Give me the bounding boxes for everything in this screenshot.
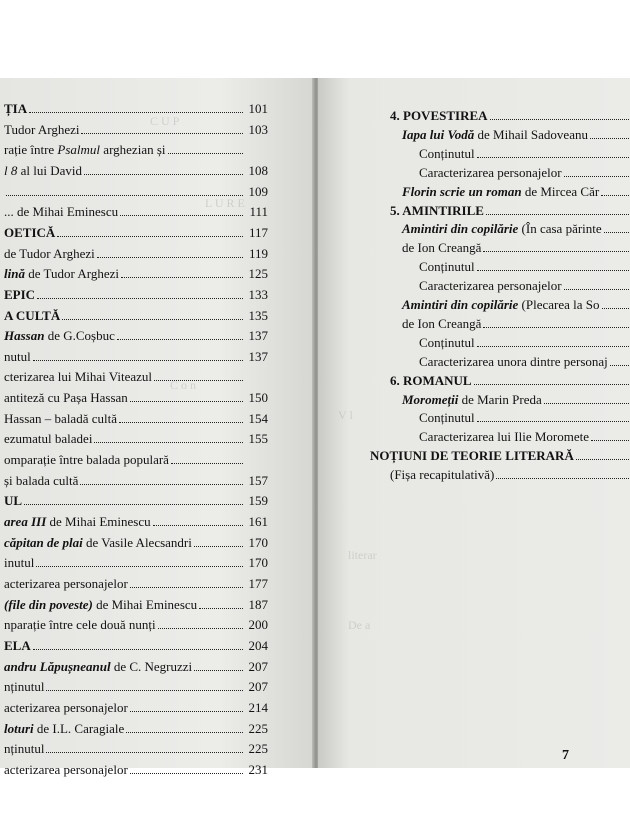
- toc-entry: [0, 183, 268, 201]
- dot-leader: [81, 133, 243, 134]
- toc-entry-title: [390, 372, 472, 390]
- toc-text-run: arghezian și: [100, 142, 166, 158]
- toc-entry-title: [4, 245, 95, 263]
- toc-page-number: 109: [248, 183, 268, 199]
- toc-page-number: 119: [248, 245, 268, 261]
- toc-entry: [318, 145, 630, 163]
- toc-text-run: nținutul: [4, 741, 45, 757]
- toc-entry: [318, 258, 630, 276]
- toc-entry: [0, 100, 268, 118]
- toc-text-run: ȚIA: [4, 101, 28, 116]
- dot-leader: [24, 504, 243, 505]
- toc-entry: [0, 761, 268, 779]
- toc-text-run: de I.L. Caragiale: [33, 720, 125, 736]
- toc-page-number: 204: [248, 637, 268, 653]
- toc-text-run: antiteză cu Pașa Hassan: [4, 390, 128, 406]
- toc-entry-title: [390, 466, 494, 484]
- toc-entry: [0, 492, 268, 510]
- toc-text-run: Amintiri din copilărie: [402, 297, 519, 312]
- toc-entry: [0, 678, 268, 696]
- toc-entry-title: [402, 391, 542, 409]
- dot-leader: [6, 195, 243, 196]
- toc-text-run: de Ion Creangă: [402, 240, 482, 256]
- toc-page-number: 214: [248, 699, 268, 715]
- toc-entry-title: [4, 162, 82, 180]
- toc-page-number: 103: [248, 121, 268, 137]
- toc-text-run: Conținutul: [419, 259, 475, 275]
- toc-entry-title: [402, 239, 481, 257]
- toc-entry: [318, 183, 630, 201]
- dot-leader: [496, 478, 629, 479]
- toc-entry: [0, 224, 268, 242]
- toc-entry: [0, 554, 268, 572]
- dot-leader: [154, 380, 243, 381]
- dot-leader: [94, 442, 243, 443]
- dot-leader: [33, 360, 243, 361]
- toc-entry-title: [419, 334, 475, 352]
- dot-leader: [121, 277, 243, 278]
- toc-text-run: (file din poveste): [4, 596, 93, 612]
- toc-text-run: Caracterizarea personajelor: [419, 278, 562, 294]
- toc-entry-title: [4, 224, 55, 242]
- dot-leader: [158, 628, 243, 629]
- toc-text-run: Caracterizarea personajelor: [419, 164, 562, 180]
- toc-text-run: acterizarea personajelor: [4, 575, 128, 591]
- toc-entry-title: [390, 202, 484, 220]
- toc-entry: [0, 658, 268, 676]
- toc-text-run: OETICĂ: [4, 224, 56, 240]
- dot-leader: [477, 346, 629, 347]
- toc-entry: [0, 307, 268, 325]
- toc-entry: [318, 202, 630, 220]
- toc-text-run: de Mihail Sadoveanu: [474, 126, 588, 142]
- dot-leader: [486, 214, 629, 215]
- toc-entry-title: [4, 348, 31, 366]
- dot-leader: [199, 608, 243, 609]
- toc-text-run: 6. ROMANUL: [390, 372, 472, 388]
- toc-entry-title: [4, 307, 60, 325]
- toc-entry: [0, 327, 268, 345]
- toc-text-run: Caracterizarea lui Ilie Moromete: [419, 429, 589, 445]
- dot-leader: [84, 174, 243, 175]
- dot-leader: [80, 484, 243, 485]
- toc-entry: [318, 107, 630, 125]
- dot-leader: [168, 153, 243, 154]
- toc-entry: [0, 740, 268, 758]
- toc-text-run: acterizarea personajelor: [4, 699, 128, 715]
- toc-text-run: de Mihai Eminescu: [92, 596, 198, 612]
- toc-page-number: 150: [248, 390, 268, 406]
- toc-text-run: cterizarea lui Mihai Viteazul: [4, 369, 153, 385]
- toc-text-run: ... de Mihai Eminescu: [4, 204, 119, 220]
- toc-entry-title: [4, 554, 34, 572]
- dot-leader: [171, 463, 243, 464]
- toc-entry: [0, 245, 268, 263]
- toc-page-number: 170: [248, 555, 268, 571]
- toc-page-number: 207: [248, 658, 268, 674]
- toc-entry: [0, 389, 268, 407]
- toc-text-run: nutul: [4, 348, 31, 364]
- toc-entry: [0, 430, 268, 448]
- bleed-through-text: literar: [348, 548, 377, 562]
- dot-leader: [564, 176, 629, 177]
- dot-leader: [601, 195, 629, 196]
- toc-entry-title: [402, 126, 588, 144]
- dot-leader: [29, 112, 243, 113]
- toc-entry-title: [4, 740, 44, 758]
- toc-entry-title: [4, 761, 128, 779]
- toc-entry: [0, 141, 268, 159]
- bleed-through-text: C U P: [150, 114, 180, 128]
- toc-entry: [0, 616, 268, 634]
- bleed-through-text: L U R E: [205, 196, 245, 210]
- toc-entry-title: [402, 183, 599, 201]
- toc-entry-title: [4, 121, 79, 139]
- toc-text-run: omparație între balada populară: [4, 452, 169, 468]
- toc-page-number: 137: [248, 348, 268, 364]
- toc-page-number: 135: [248, 307, 268, 323]
- dot-leader: [46, 690, 243, 691]
- toc-entry-title: [4, 678, 44, 696]
- right-page-table-of-contents: [318, 78, 630, 768]
- toc-text-run: rație între: [4, 142, 58, 158]
- toc-text-run: Hassan: [4, 328, 45, 344]
- open-book: [0, 78, 630, 777]
- toc-text-run: A CULTĂ: [4, 307, 61, 323]
- toc-entry-title: [419, 409, 475, 427]
- dot-leader: [576, 459, 629, 460]
- toc-entry: [0, 596, 268, 614]
- toc-text-run: Iapa lui Vodă: [402, 126, 475, 142]
- toc-page-number: 161: [248, 514, 268, 529]
- toc-entry: [318, 391, 630, 409]
- toc-page-number: 200: [248, 617, 268, 633]
- toc-entry-title: [4, 451, 169, 469]
- toc-page-number: 117: [248, 224, 268, 240]
- dot-leader: [602, 308, 629, 309]
- toc-text-run: Conținutul: [419, 410, 475, 426]
- dot-leader: [130, 773, 243, 774]
- toc-entry-title: [370, 447, 574, 465]
- toc-entry-title: [4, 616, 156, 634]
- toc-text-run: de Mircea Căr: [521, 183, 600, 199]
- toc-entry: [318, 315, 630, 333]
- toc-entry-title: [402, 220, 602, 238]
- page-number: 7: [562, 748, 569, 763]
- toc-text-run: al lui David: [17, 162, 83, 178]
- toc-page-number: 187: [248, 596, 268, 612]
- dot-leader: [126, 732, 243, 733]
- dot-leader: [610, 365, 629, 366]
- toc-entry: [318, 466, 630, 484]
- toc-entry: [318, 277, 630, 295]
- toc-entry: [0, 637, 268, 655]
- toc-text-run: EPIC: [4, 286, 36, 302]
- toc-entry-title: [419, 145, 475, 163]
- toc-text-run: de Ion Creangă: [402, 315, 482, 331]
- toc-text-run: Conținutul: [419, 334, 475, 350]
- toc-entry-title: [402, 296, 600, 314]
- toc-entry-title: [4, 534, 192, 552]
- toc-text-run: de C. Negruzzi: [110, 658, 193, 674]
- dot-leader: [564, 289, 629, 290]
- toc-entry: [0, 368, 268, 386]
- toc-entry: [0, 348, 268, 366]
- toc-text-run: de G.Coșbuc: [44, 328, 115, 344]
- toc-text-run: nținutul: [4, 679, 45, 695]
- dot-leader: [36, 566, 243, 567]
- toc-entry: [318, 428, 630, 446]
- toc-text-run: Amintiri din copilărie: [402, 221, 519, 237]
- toc-text-run: Caracterizarea unora dintre personaj: [419, 353, 608, 369]
- toc-text-run: loturi: [4, 720, 34, 736]
- toc-text-run: Florin scrie un roman: [402, 183, 522, 199]
- toc-entry: [0, 451, 268, 469]
- toc-text-run: de Tudor Arghezi: [4, 245, 95, 261]
- toc-entry-title: [4, 637, 31, 655]
- toc-entry-title: [390, 107, 488, 125]
- toc-entry: [318, 409, 630, 427]
- toc-page-number: 225: [248, 741, 268, 757]
- toc-entry-title: [419, 277, 562, 295]
- toc-entry-title: [419, 353, 608, 371]
- toc-entry-title: [4, 286, 35, 304]
- toc-entry: [0, 720, 268, 738]
- toc-text-run: (Plecarea la So: [518, 297, 600, 312]
- dot-leader: [490, 119, 629, 120]
- dot-leader: [477, 270, 629, 271]
- bleed-through-text: De a: [348, 618, 371, 632]
- dot-leader: [591, 440, 629, 441]
- toc-text-run: (Fișa recapitulativă): [390, 467, 495, 483]
- toc-entry: [318, 447, 630, 465]
- dot-leader: [477, 421, 629, 422]
- toc-text-run: 5. AMINTIRILE: [390, 202, 484, 218]
- toc-text-run: Psalmul: [57, 142, 101, 158]
- toc-entry: [0, 265, 268, 283]
- dot-leader: [604, 232, 629, 233]
- toc-text-run: NOȚIUNI DE TEORIE LITERARĂ: [370, 448, 574, 464]
- toc-entry: [318, 239, 630, 257]
- toc-entry-title: [4, 410, 117, 428]
- dot-leader: [544, 403, 629, 404]
- toc-entry: [0, 472, 268, 490]
- bleed-through-text: V l: [338, 408, 353, 422]
- toc-entry-title: [4, 327, 115, 345]
- toc-text-run: de Mihai Eminescu: [46, 514, 151, 529]
- dot-leader: [194, 670, 243, 671]
- dot-leader: [119, 422, 243, 423]
- dot-leader: [130, 401, 243, 402]
- dot-leader: [46, 752, 243, 753]
- toc-entry: [0, 203, 268, 221]
- toc-text-run: ezumatul baladei: [4, 431, 93, 447]
- toc-text-run: Conținutul: [419, 145, 475, 161]
- toc-page-number: 125: [248, 266, 268, 282]
- toc-text-run: UL: [4, 493, 23, 509]
- dot-leader: [33, 649, 243, 650]
- left-page-table-of-contents: [0, 78, 313, 777]
- dot-leader: [62, 319, 243, 320]
- toc-entry-title: [419, 258, 475, 276]
- dot-leader: [117, 339, 243, 340]
- toc-text-run: andru Lăpușneanul: [4, 658, 111, 674]
- toc-entry-title: [4, 492, 22, 510]
- toc-entry-title: [4, 100, 27, 118]
- toc-page-number: 101: [248, 101, 268, 116]
- dot-leader: [483, 251, 629, 252]
- dot-leader: [57, 236, 243, 237]
- toc-text-run: și balada cultă: [4, 472, 79, 488]
- toc-text-run: l 8: [4, 162, 18, 178]
- toc-page-number: 154: [248, 410, 268, 426]
- toc-text-run: inutul: [4, 555, 35, 571]
- toc-text-run: 4. POVESTIREA: [390, 108, 488, 123]
- toc-page-number: 159: [248, 493, 268, 509]
- toc-entry: [0, 513, 268, 531]
- toc-page-number: 137: [248, 328, 268, 344]
- dot-leader: [590, 138, 629, 139]
- toc-entry-title: [4, 513, 151, 531]
- toc-text-run: de Marin Preda: [458, 391, 542, 407]
- dot-leader: [37, 298, 243, 299]
- toc-page-number: 177: [248, 575, 268, 591]
- toc-page-number: 170: [248, 534, 268, 550]
- toc-entry-title: [4, 699, 128, 717]
- toc-entry-title: [4, 430, 92, 448]
- dot-leader: [130, 587, 243, 588]
- toc-text-run: Hassan – baladă cultă: [4, 410, 117, 426]
- toc-entry-title: [4, 265, 119, 283]
- toc-entry: [0, 286, 268, 304]
- toc-entry: [0, 575, 268, 593]
- toc-text-run: (În casa părinte: [518, 221, 602, 237]
- dot-leader: [474, 384, 629, 385]
- toc-entry-title: [419, 428, 589, 446]
- toc-entry: [318, 220, 630, 238]
- dot-leader: [120, 215, 243, 216]
- toc-entry: [318, 164, 630, 182]
- toc-entry-title: [4, 368, 152, 386]
- toc-entry: [0, 410, 268, 428]
- toc-text-run: nparație între cele două nunți: [4, 617, 156, 633]
- toc-text-run: lină: [4, 266, 25, 282]
- toc-entry-title: [4, 720, 124, 738]
- toc-entry-title: [4, 658, 192, 676]
- toc-page-number: 225: [248, 720, 268, 736]
- toc-entry-title: [4, 141, 166, 159]
- toc-entry: [0, 699, 268, 717]
- toc-entry-title: [419, 164, 562, 182]
- toc-entry-title: [4, 472, 78, 490]
- toc-entry: [318, 126, 630, 144]
- toc-text-run: area III: [4, 514, 47, 529]
- toc-entry-title: [402, 315, 481, 333]
- toc-entry: [0, 162, 268, 180]
- dot-leader: [194, 546, 243, 547]
- toc-text-run: ELA: [4, 637, 31, 653]
- dot-leader: [153, 525, 243, 526]
- dot-leader: [97, 257, 243, 258]
- toc-entry-title: [4, 389, 128, 407]
- toc-entry: [0, 534, 268, 552]
- toc-entry-title: [4, 575, 128, 593]
- toc-entry: [0, 121, 268, 139]
- toc-text-run: de Vasile Alecsandri: [82, 534, 192, 550]
- dot-leader: [477, 157, 629, 158]
- toc-entry-title: [4, 596, 197, 614]
- toc-text-run: acterizarea personajelor: [4, 761, 128, 777]
- toc-page-number: 207: [248, 679, 268, 695]
- toc-entry: [318, 372, 630, 390]
- toc-entry: [318, 296, 630, 314]
- toc-entry: [318, 334, 630, 352]
- toc-page-number: 133: [248, 286, 268, 302]
- toc-page-number: 111: [249, 204, 268, 220]
- dot-leader: [130, 711, 243, 712]
- toc-page-number: 108: [248, 162, 268, 178]
- toc-page-number: 157: [248, 472, 268, 488]
- bleed-through-text: C o n: [170, 378, 197, 392]
- toc-entry-title: [4, 203, 118, 221]
- toc-text-run: de Tudor Arghezi: [24, 266, 119, 282]
- toc-page-number: 155: [248, 431, 268, 447]
- toc-text-run: Tudor Arghezi: [4, 121, 80, 137]
- toc-text-run: căpitan de plai: [4, 534, 83, 550]
- toc-entry: [318, 353, 630, 371]
- dot-leader: [483, 327, 629, 328]
- toc-page-number: 231: [248, 761, 268, 777]
- toc-text-run: Moromeții: [402, 391, 459, 407]
